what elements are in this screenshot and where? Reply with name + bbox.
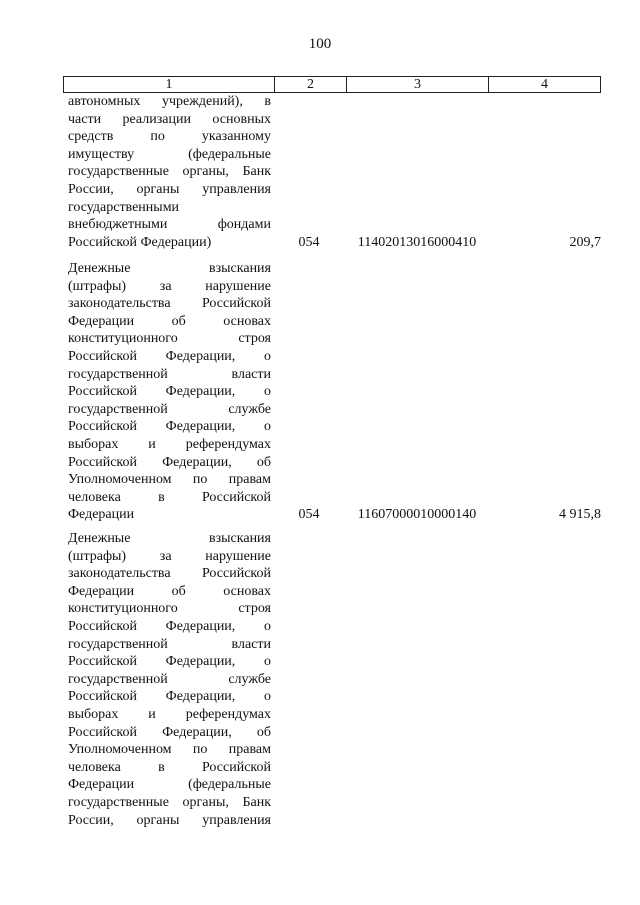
- description-line: Российской Федерации, об: [68, 724, 271, 740]
- description-line: государственной службе: [68, 401, 271, 417]
- description-line: законодательства Российской: [68, 566, 271, 582]
- description-line: государственной власти: [68, 636, 271, 652]
- description-line: Денежные взыскания: [68, 261, 271, 276]
- amount-value: 209,7: [569, 234, 601, 250]
- description-line: Федерации (федеральные: [68, 777, 271, 793]
- table-header-col-1: 1: [64, 77, 275, 92]
- description-line: Денежные взыскания: [68, 531, 271, 546]
- description-line: Российской Федерации, об: [68, 454, 271, 470]
- description-line: Уполномоченном по правам: [68, 472, 271, 488]
- description-line: Федерации об основах: [68, 583, 271, 599]
- description-line: конституционного строя: [68, 601, 271, 617]
- amount-value: 4 915,8: [559, 507, 601, 523]
- description-line: Российской Федерации, о: [68, 419, 271, 435]
- table-header-col-3: 3: [347, 77, 489, 92]
- description-line: (штрафы) за нарушение: [68, 548, 271, 564]
- description-line: Российской Федерации, о: [68, 348, 271, 364]
- table-header-col-4: 4: [541, 77, 548, 92]
- admin-code: 054: [298, 507, 320, 523]
- description-line: Уполномоченном по правам: [68, 742, 271, 758]
- description-line: Федерации об основах: [68, 313, 271, 329]
- description-line: Российской Федерации, о: [68, 618, 271, 634]
- table-header-row: [63, 76, 601, 93]
- kbk-code: 11402013016000410: [357, 234, 477, 250]
- description-line: Российской Федерации, о: [68, 654, 271, 670]
- description-line: конституционного строя: [68, 331, 271, 347]
- description-line: человека в Российской: [68, 489, 271, 505]
- description-line: государственной власти: [68, 366, 271, 382]
- admin-code: 054: [298, 234, 320, 250]
- row-description: [68, 530, 271, 829]
- row-description: [68, 260, 271, 524]
- description-line: государственные органы, Банк: [68, 794, 271, 810]
- description-line: России, органы управления: [68, 181, 271, 197]
- description-line: Российской Федерации): [68, 234, 212, 250]
- description-line: автономных учреждений), в: [68, 94, 271, 109]
- description-line: государственными: [68, 199, 180, 215]
- page-number: 100: [308, 36, 332, 52]
- description-line: законодательства Российской: [68, 296, 271, 312]
- description-line: Российской Федерации, о: [68, 689, 271, 705]
- description-line: России, органы управления: [68, 812, 271, 828]
- kbk-code: 11607000010000140: [357, 507, 477, 523]
- description-line: части реализации основных: [68, 111, 271, 127]
- description-line: (штрафы) за нарушение: [68, 278, 271, 294]
- description-line: государственные органы, Банк: [68, 164, 271, 180]
- description-line: выборах и референдумах: [68, 706, 271, 722]
- description-line: государственной службе: [68, 671, 271, 687]
- description-line: Российской Федерации, о: [68, 384, 271, 400]
- description-line: выборах и референдумах: [68, 436, 271, 452]
- table-header-col-2: 2: [275, 77, 347, 92]
- description-line: внебюджетными фондами: [68, 217, 271, 233]
- description-line: человека в Российской: [68, 759, 271, 775]
- row-description: [68, 93, 271, 251]
- description-line: имуществу (федеральные: [68, 146, 271, 162]
- description-line: средств по указанному: [68, 129, 271, 145]
- description-line: Федерации: [68, 507, 135, 523]
